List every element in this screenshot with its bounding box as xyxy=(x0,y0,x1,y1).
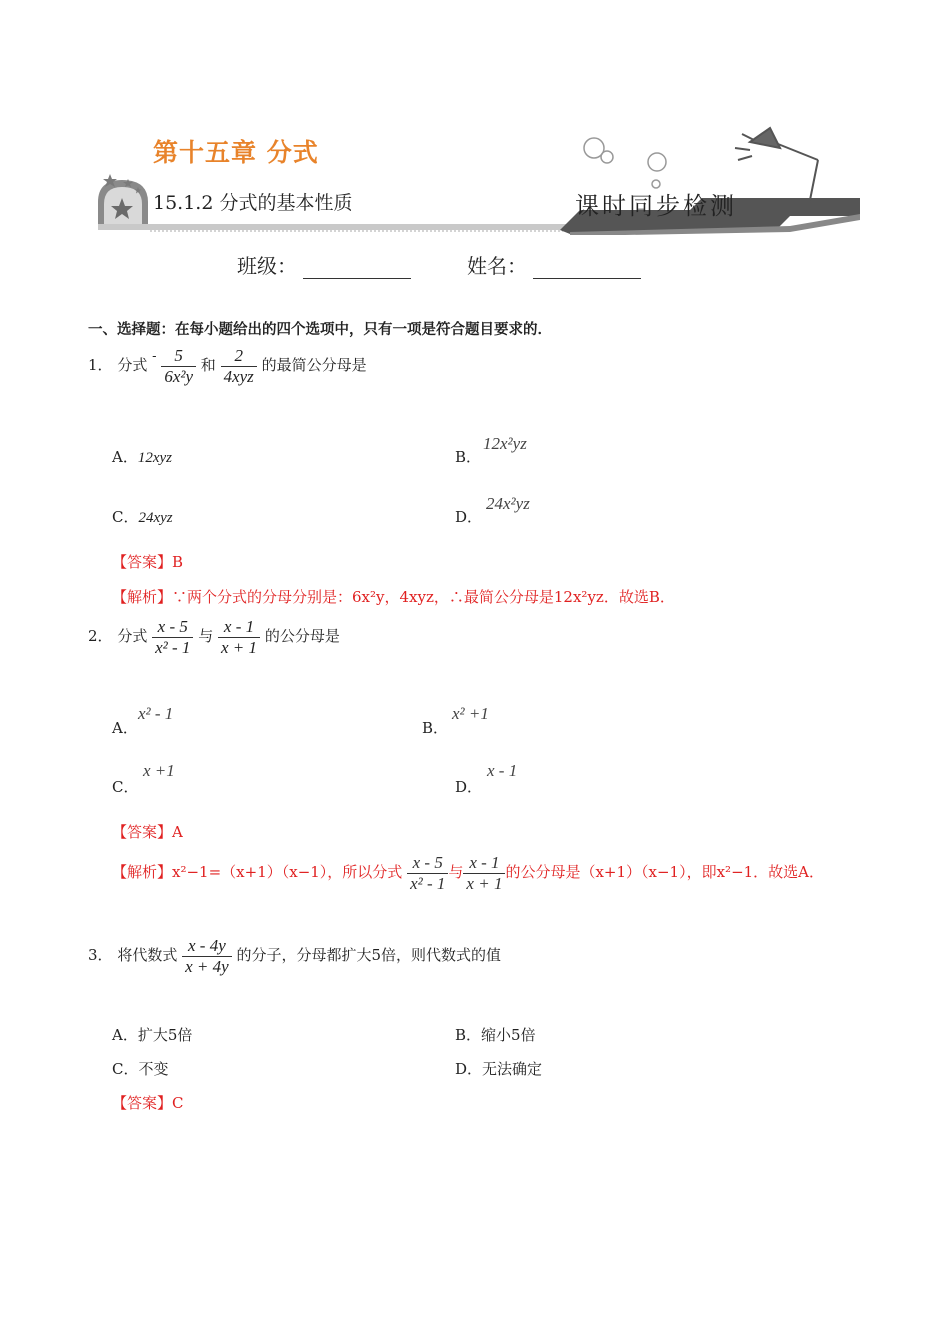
question-text: 分式 xyxy=(117,356,148,375)
answer-2: 【答案】A xyxy=(112,823,183,841)
class-label: 班级： xyxy=(237,254,297,278)
question-2 xyxy=(88,617,340,657)
option-a[interactable]: A． xyxy=(112,719,138,737)
name-blank[interactable] xyxy=(533,258,641,279)
analysis-1: 【解析】∵两个分式的分母分别是：6x²y，4xyz，∴最简公分母是12x²yz．故选B． xyxy=(112,588,675,606)
question-text: 的公分母是 xyxy=(264,627,340,646)
option-a-math: x² - 1 xyxy=(138,704,174,723)
chapter-title: 第十五章 分式 xyxy=(153,138,319,167)
question-number: 2． xyxy=(88,627,113,646)
option-c[interactable]: C．24xyz xyxy=(112,508,173,526)
section-heading: 一、选择题：在每小题给出的四个选项中，只有一项是符合题目要求的． xyxy=(88,322,552,338)
header-decoration xyxy=(90,110,865,235)
fraction: $\frac{x - 4y}{x + 4y}$ xyxy=(182,936,232,976)
option-d[interactable]: D． xyxy=(455,778,483,796)
option-c[interactable]: C．不变 xyxy=(112,1060,169,1078)
conjunction: 与 xyxy=(198,627,214,646)
desk-lamp-icon xyxy=(735,128,818,200)
option-d[interactable]: D．无法确定 xyxy=(455,1060,543,1078)
option-b[interactable]: B． xyxy=(455,448,482,466)
option-b[interactable]: B． xyxy=(422,719,449,737)
option-c[interactable]: C． xyxy=(112,778,139,796)
option-b-math: 12x²yz xyxy=(483,434,527,453)
option-c-math: x +1 xyxy=(143,761,175,780)
question-text: 的最简公分母是 xyxy=(261,356,367,375)
question-3 xyxy=(88,936,501,976)
question-text: 分式 xyxy=(117,627,148,646)
option-b[interactable]: B．缩小5倍 xyxy=(455,1026,536,1044)
fraction: $\frac{2}{\text{4xyz}}$ xyxy=(221,346,257,386)
question-1 xyxy=(88,346,367,386)
question-text: 将代数式 xyxy=(117,946,178,965)
fraction: $\frac{x - 5}{\text{x² - 1}}$ xyxy=(407,853,448,893)
option-a[interactable]: A．12xyz xyxy=(112,448,172,466)
option-d-math: x - 1 xyxy=(487,761,518,780)
banner-title: 课时同步检测 xyxy=(575,192,737,220)
option-b-math: x² +1 xyxy=(452,704,489,723)
answer-1: 【答案】B xyxy=(112,553,184,571)
name-label: 姓名： xyxy=(467,254,527,278)
conjunction: 和 xyxy=(200,356,216,375)
class-field xyxy=(237,250,411,279)
question-number: 3． xyxy=(88,946,113,965)
option-d[interactable]: D． xyxy=(455,508,483,526)
fraction: $\frac{x - 5}{\text{x² - 1}}$ xyxy=(152,617,193,657)
analysis-2: 【解析】x²−1=（x+1）（x−1），所以分式 $\frac{x - 5}{\text{x² - 1}}$ 与 $\frac{x - 1}{x + 1}$ 的公分母是（x+1）（x−1），即x²−1．故选A． xyxy=(112,853,825,893)
answer-3: 【答案】C xyxy=(112,1094,184,1112)
fraction: $\frac{x - 1}{x + 1}$ xyxy=(463,853,505,893)
section-title: 15.1.2 分式的基本性质 xyxy=(153,192,353,214)
name-field xyxy=(467,250,641,279)
question-number: 1． xyxy=(88,356,113,375)
option-a[interactable]: A．扩大5倍 xyxy=(112,1026,193,1044)
fraction: $\frac{5}{\text{6x²y}}$ xyxy=(161,346,196,386)
minus-sign: - xyxy=(152,349,157,365)
fraction: $\frac{x - 1}{x + 1}$ xyxy=(218,617,260,657)
star-badge-icon xyxy=(98,174,148,228)
class-blank[interactable] xyxy=(303,258,411,279)
option-d-math: 24x²yz xyxy=(486,494,530,513)
question-text: 的分子，分母都扩大5倍，则代数式的值 xyxy=(236,946,502,965)
